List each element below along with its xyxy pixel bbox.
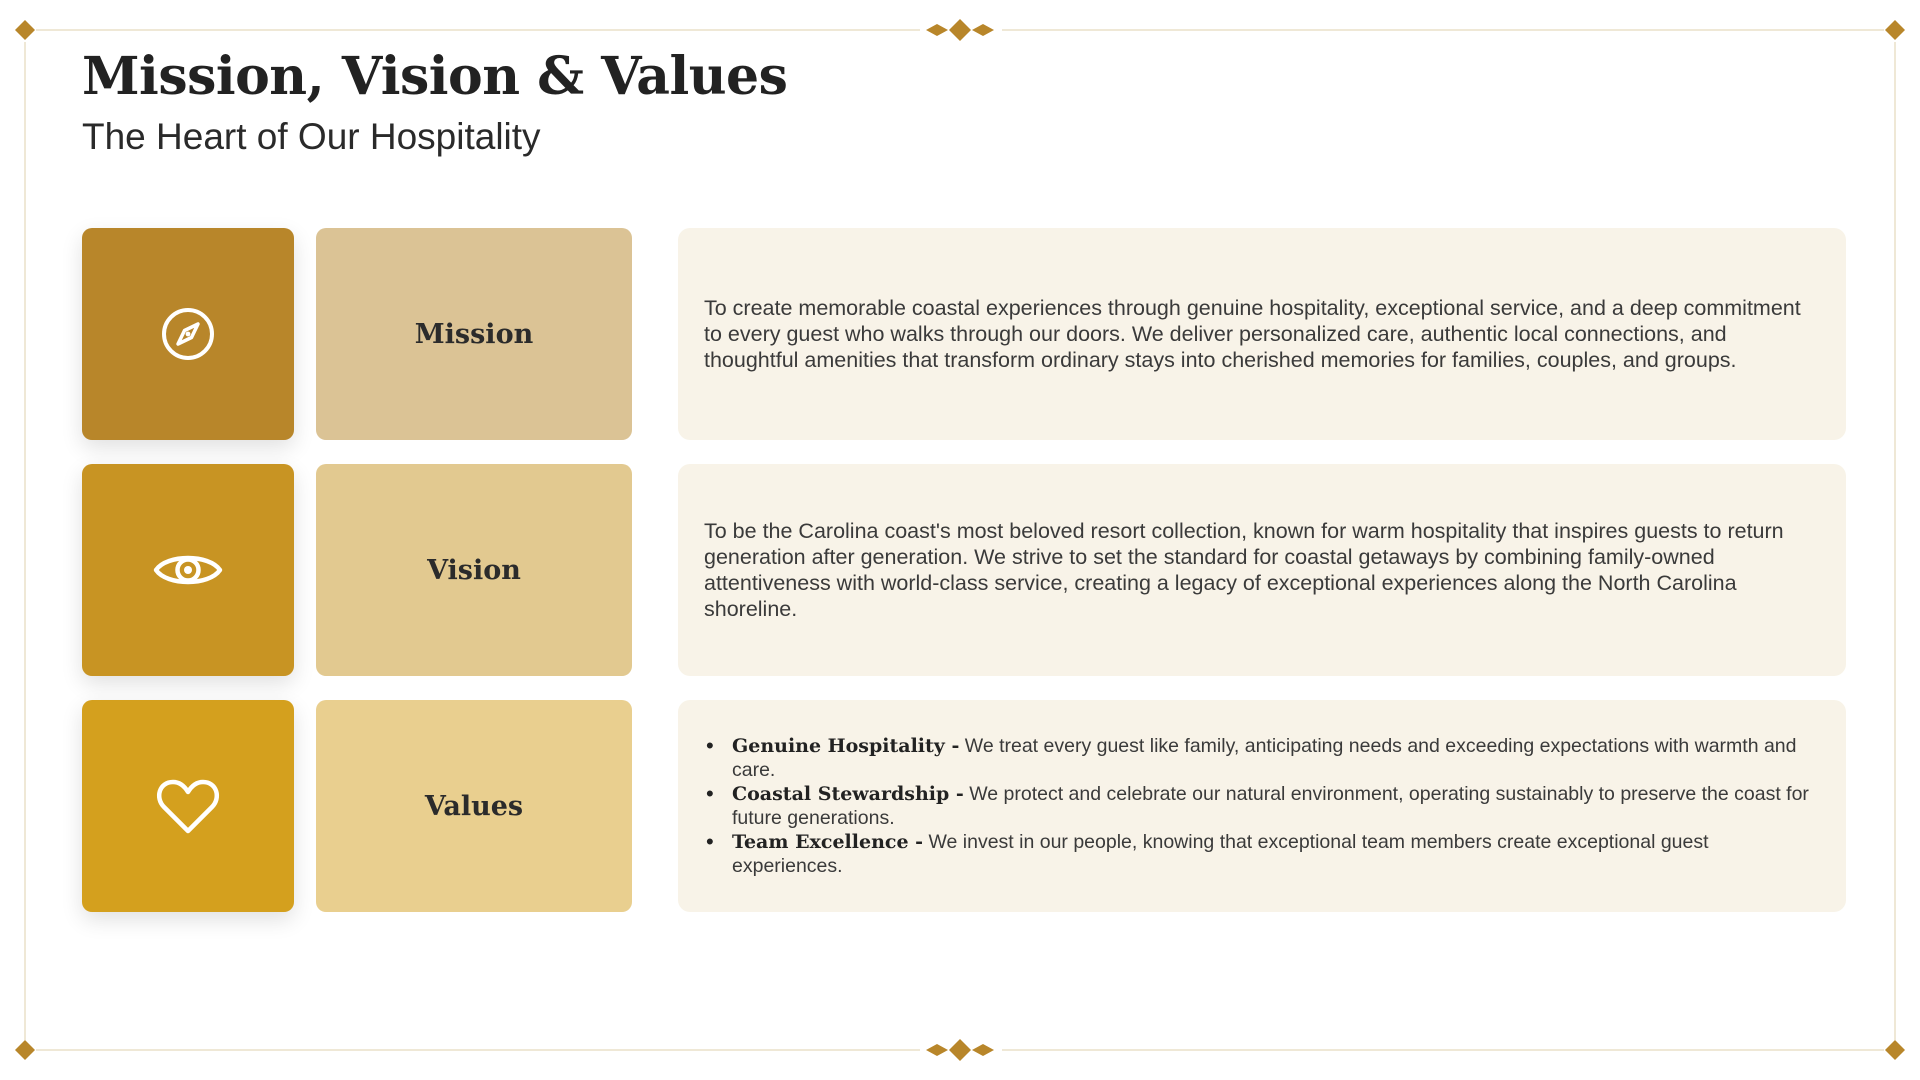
corner-diamond-top-left xyxy=(15,20,35,40)
mission-description-panel xyxy=(678,228,1846,440)
vision-row xyxy=(82,464,1840,676)
page-subtitle: The Heart of Our Hospitality xyxy=(82,116,541,157)
value-text: We protect and celebrate our natural environment, operating sustainably to preserve the coast for future generations. xyxy=(732,783,1809,829)
values-label: Values xyxy=(424,790,524,822)
value-text: We treat every guest like family, anticipating needs and exceeding expectations with warmth and care. xyxy=(732,735,1797,781)
eye-icon xyxy=(153,548,223,592)
values-description-panel xyxy=(678,700,1846,912)
values-icon-tile xyxy=(82,700,294,912)
mission-label-tile xyxy=(316,228,632,440)
values-label-tile xyxy=(316,700,632,912)
vision-description-panel xyxy=(678,464,1846,676)
value-name: Genuine Hospitality - xyxy=(732,735,960,757)
mission-row xyxy=(82,228,1840,440)
corner-diamond-top-right xyxy=(1885,20,1905,40)
vision-label-tile xyxy=(316,464,632,676)
vision-icon-tile xyxy=(82,464,294,676)
mission-text: To create memorable coastal experiences through genuine hospitality, exceptional service, and a deep commitment to every guest who walks through our doors. We deliver personalized care, authentic local connections, and thoughtful amenities that transform ordinary stays into cherished memories for families, couples, and groups. xyxy=(704,296,1801,372)
heart-icon xyxy=(156,777,220,835)
corner-diamond-bottom-left xyxy=(15,1040,35,1060)
vision-label: Vision xyxy=(427,554,521,586)
values-list xyxy=(704,734,1820,878)
bottom-ornament xyxy=(926,1039,994,1061)
vision-text: To be the Carolina coast's most beloved resort collection, known for warm hospitality that inspires guests to return generation after generation. We strive to set the standard for coastal getaways by combining family-owned attentiveness with world-class service, creating a legacy of exceptional experiences along the North Carolina shoreline. xyxy=(704,519,1784,621)
value-name: Team Excellence - xyxy=(732,831,924,853)
list-item xyxy=(732,830,1820,878)
page-title: Mission, Vision & Values xyxy=(82,46,788,107)
compass-icon xyxy=(160,306,216,362)
value-text: We invest in our people, knowing that exceptional team members create exceptional guest experiences. xyxy=(732,831,1709,877)
values-row xyxy=(82,700,1840,912)
corner-diamond-bottom-right xyxy=(1885,1040,1905,1060)
list-item xyxy=(732,734,1820,782)
mission-icon-tile xyxy=(82,228,294,440)
list-item xyxy=(732,782,1820,830)
value-name: Coastal Stewardship - xyxy=(732,783,964,805)
top-ornament xyxy=(926,19,994,41)
mission-label: Mission xyxy=(414,318,534,350)
